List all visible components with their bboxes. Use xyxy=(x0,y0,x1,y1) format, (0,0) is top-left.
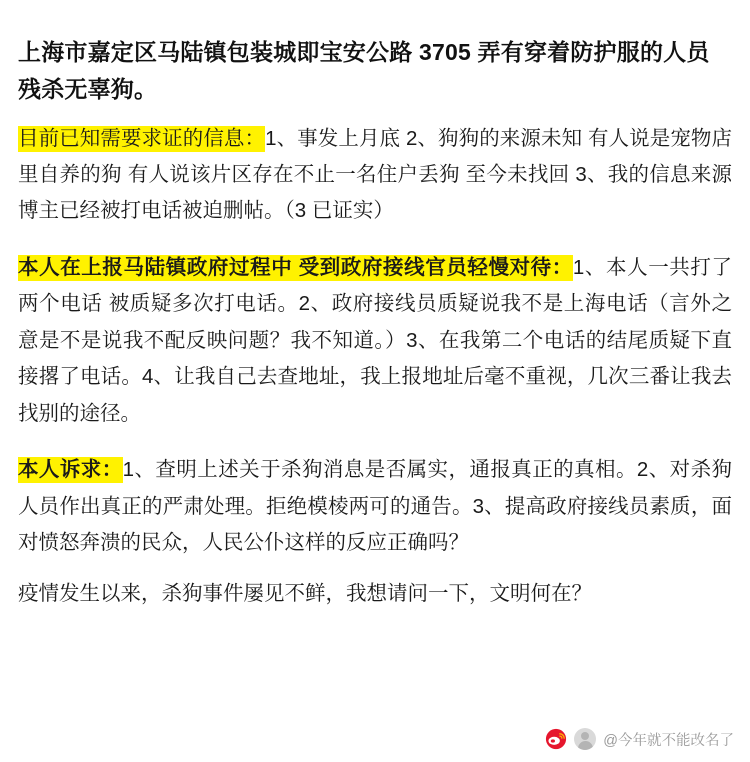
paragraph-closing: 疫情发生以来，杀狗事件屡见不鲜，我想请问一下，文明何在？ xyxy=(18,581,592,605)
paragraph-government-response xyxy=(18,250,732,432)
paragraph-demands xyxy=(18,452,732,561)
page-title: 上海市嘉定区马陆镇包装城即宝安公路 3705 弄有穿着防护服的人员残杀无辜狗。 xyxy=(18,39,710,103)
paragraph-known-info xyxy=(18,121,732,230)
paragraph-known-info-body: 1、事发上月底 2、狗狗的来源未知 有人说是宠物店里自养的狗 有人说该片区存在不止一名住户丢狗 至今未找回 3、我的信息来源博主已经被打电话被迫删帖。（3 已证实） xyxy=(18,126,732,223)
footer-attribution xyxy=(545,728,734,750)
weibo-icon xyxy=(545,728,567,750)
highlight-government-response: 本人在上报马陆镇政府过程中 受到政府接线官员轻慢对待： xyxy=(18,255,573,279)
footer-username: @今年就不能改名了 xyxy=(603,732,734,749)
paragraph-government-response-body: 1、本人一共打了两个电话 被质疑多次打电话。2、政府接线员质疑说我不是上海电话（言外之意是不是说我不配反映问题？我不知道。）3、在我第二个电话的结尾质疑下直接撂了电话。4、让我自己去查地址，我上报地址后毫不重视，几次三番让我去找别的途径。 xyxy=(18,255,732,425)
paragraph-demands-body: 1、查明上述关于杀狗消息是否属实，通报真正的真相。2、对杀狗人员作出真正的严肃处理。拒绝模棱两可的通告。3、提高政府接线员素质，面对愤怒奔溃的民众，人民公仆这样的反应正确吗？ xyxy=(18,458,733,555)
highlight-known-info: 目前已知需要求证的信息： xyxy=(18,126,266,150)
highlight-demands: 本人诉求： xyxy=(18,458,123,482)
user-avatar-icon xyxy=(574,728,596,750)
